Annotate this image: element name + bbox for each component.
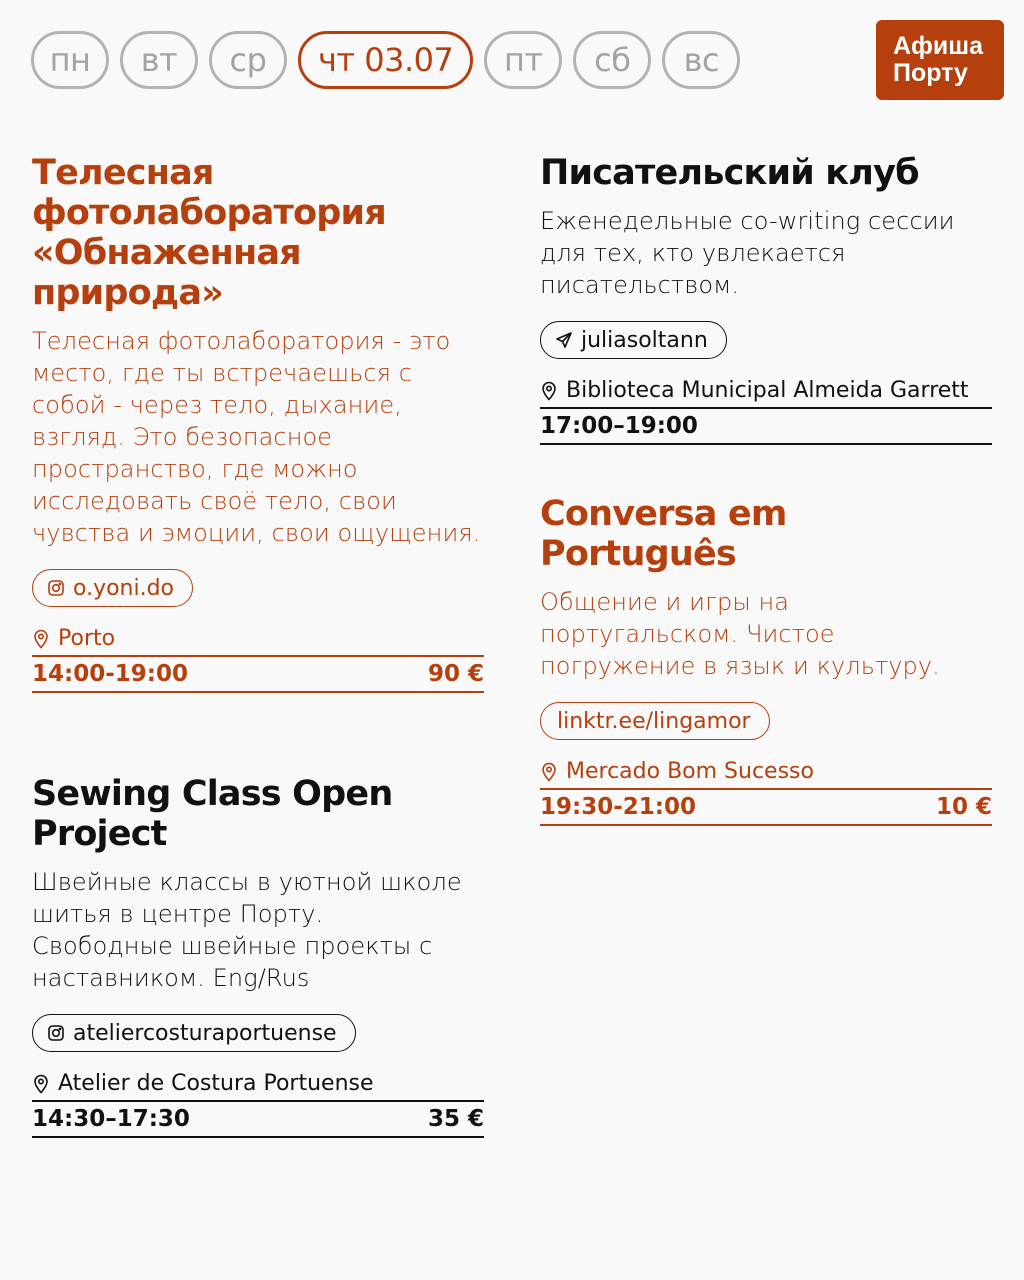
day-pill-tue[interactable]: вт [120, 31, 198, 89]
event-time: 14:00-19:00 [32, 661, 188, 687]
brand-logo [876, 20, 1004, 100]
event-time: 17:00–19:00 [540, 413, 698, 439]
day-pill-thu-active[interactable]: чт 03.07 [298, 31, 473, 89]
event-title: Conversa em Português [540, 494, 787, 574]
link-text: linktr.ee/lingamor [557, 708, 751, 734]
location-name: Atelier de Costura Portuense [58, 1071, 374, 1096]
map-pin-icon [540, 381, 558, 401]
event-title: Телесная фотолаборатория «Обнаженная природа» [32, 153, 386, 313]
location-name: Porto [58, 626, 116, 651]
event-price: 35 € [427, 1106, 484, 1132]
map-pin-icon [32, 629, 50, 649]
event-time: 14:30–17:30 [32, 1106, 190, 1132]
event-description: Общение и игры на португальском. Чистое погружение в язык и культуру. [540, 588, 940, 680]
day-pill-sat[interactable]: сб [573, 31, 651, 89]
event-location [32, 625, 484, 655]
event-card-sewing-class [32, 774, 484, 1138]
day-pill-sun[interactable]: вс [662, 31, 740, 89]
event-social-link[interactable] [540, 321, 727, 359]
event-price: 10 € [935, 794, 992, 820]
event-location [32, 1070, 484, 1100]
map-pin-icon [32, 1074, 50, 1094]
event-link[interactable] [540, 702, 770, 740]
event-card-body-photolab [32, 153, 484, 693]
logo-line-1: Афиша [893, 32, 984, 60]
instagram-icon [47, 1024, 65, 1042]
event-time: 19:30-21:00 [540, 794, 696, 820]
event-social-link[interactable] [32, 569, 193, 607]
map-pin-icon [540, 762, 558, 782]
event-description: Еженедельные co-writing сессии для тех, кто увлекается писательством. [540, 207, 955, 299]
event-price: 90 € [427, 661, 484, 687]
event-card-conversa-portugues [540, 494, 992, 826]
event-time-price [32, 655, 484, 693]
event-title: Sewing Class Open Project [32, 774, 393, 854]
social-handle: ateliercosturaportuense [73, 1020, 337, 1046]
location-name: Mercado Bom Sucesso [566, 759, 814, 784]
instagram-icon [47, 579, 65, 597]
social-handle: juliasoltann [581, 327, 708, 353]
telegram-icon [555, 331, 573, 349]
social-handle: o.yoni.do [73, 575, 175, 601]
logo-line-2: Порту [893, 59, 968, 87]
event-description: Швейные классы в уютной школе шитья в центре Порту. Свободные швейные проекты с наставником. Eng/Rus [32, 868, 462, 992]
event-location [540, 758, 992, 788]
location-name: Biblioteca Municipal Almeida Garrett [566, 378, 969, 403]
event-time-price [540, 407, 992, 445]
day-pill-fri[interactable]: пт [484, 31, 562, 89]
event-social-link[interactable] [32, 1014, 356, 1052]
event-time-price [540, 788, 992, 826]
event-title: Писательский клуб [540, 153, 919, 193]
day-pill-mon[interactable]: пн [31, 31, 109, 89]
day-pill-wed[interactable]: ср [209, 31, 287, 89]
event-location [540, 377, 992, 407]
day-selector [31, 31, 740, 89]
event-description: Телесная фотолаборатория - это место, где ты встречаешься с собой - через тело, дыхание, взгляд. Это безопасное пространство, где можно исследовать своё тело, свои чувства и эмоции, свои ощущения. [32, 327, 481, 547]
event-card-writing-club [540, 153, 992, 445]
event-time-price [32, 1100, 484, 1138]
